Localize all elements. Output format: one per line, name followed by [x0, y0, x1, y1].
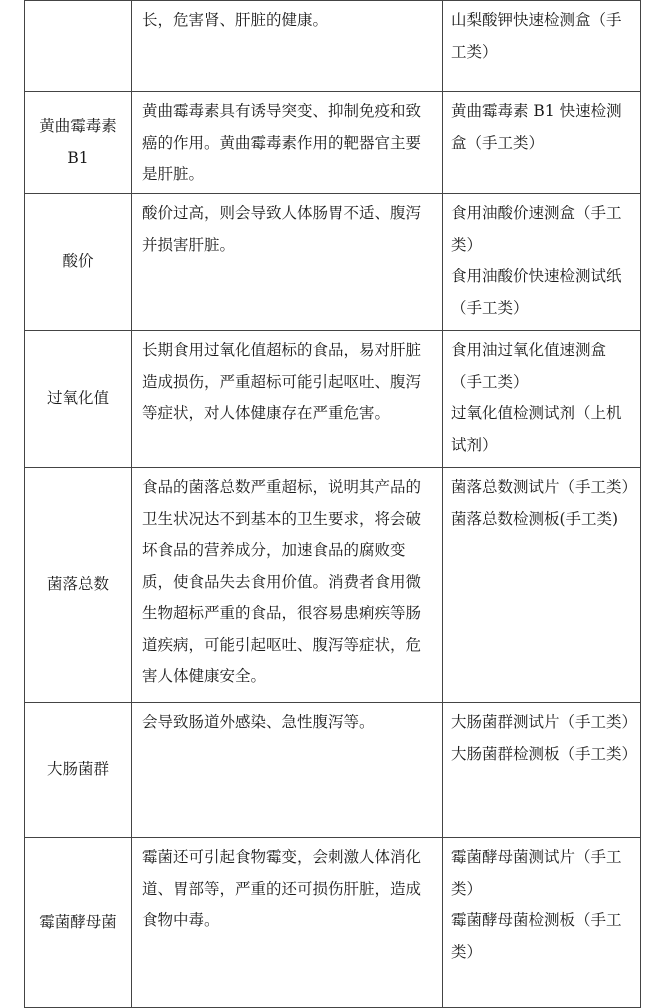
- harm-cell: [132, 1, 443, 92]
- kit-name: 菌落总数检测板(手工类): [451, 509, 619, 528]
- table-row: [25, 703, 641, 838]
- kit-cell: [443, 331, 641, 468]
- kit-cell: [443, 703, 641, 838]
- harm-text: 长，危害肾、肝脏的健康。: [142, 11, 329, 29]
- item-name-cell: [25, 1, 132, 92]
- kit-cell: [443, 92, 641, 194]
- harm-cell: [132, 703, 443, 838]
- harm-cell: [132, 92, 443, 194]
- kit-cell: [443, 194, 641, 331]
- item-name-cell: [25, 194, 132, 331]
- item-name-cell: [25, 92, 132, 194]
- item-name: 菌落总数: [46, 575, 109, 594]
- kit-name: 大肠菌群检测板（手工类）: [451, 744, 638, 763]
- detection-table: [24, 0, 641, 1008]
- harm-text: 黄曲霉毒素具有诱导突变、抑制免疫和致癌的作用。黄曲霉毒素作用的靶器官主要是肝脏。: [142, 102, 422, 183]
- item-name-cell: [25, 703, 132, 838]
- kit-name: 大肠菌群测试片（手工类）: [451, 713, 638, 731]
- table-row: [25, 194, 641, 331]
- item-name-cell: [25, 838, 132, 1008]
- kit-name: 过氧化值检测试剂（上机试剂）: [451, 404, 622, 454]
- item-name: 霉菌酵母菌: [39, 912, 117, 931]
- kit-name: 霉菌酵母菌测试片（手工类）: [451, 848, 622, 898]
- harm-text: 酸价过高，则会导致人体肠胃不适、腹泻并损害肝脏。: [142, 204, 422, 254]
- harm-cell: [132, 194, 443, 331]
- item-name-cell: [25, 331, 132, 468]
- table-row: [25, 1, 641, 92]
- kit-name: 菌落总数测试片（手工类）: [451, 478, 638, 496]
- harm-cell: [132, 331, 443, 468]
- item-name: 酸价: [62, 252, 94, 271]
- item-name: 大肠菌群: [46, 760, 109, 779]
- kit-cell: [443, 838, 641, 1008]
- table-row: [25, 468, 641, 703]
- harm-cell: [132, 468, 443, 703]
- harm-text: 食品的菌落总数严重超标，说明其产品的卫生状况达不到基本的卫生要求，将会破坏食品的营养成分，加速食品的腐败变质，使食品失去食用价值。消费者食用微生物超标严重的食品，很容易患痢疾等肠道疾病，可能引起呕吐、腹泻等症状，危害人体健康安全。: [142, 478, 422, 685]
- table-row: [25, 92, 641, 194]
- item-name: 黄曲霉毒素B1: [39, 117, 117, 167]
- kit-name: 霉菌酵母菌检测板（手工类）: [451, 911, 622, 961]
- table-row: [25, 838, 641, 1008]
- kit-name: 黄曲霉毒素 B1 快速检测盒（手工类）: [451, 102, 622, 152]
- item-name-cell: [25, 468, 132, 703]
- kit-name: 食用油过氧化值速测盒（手工类）: [451, 341, 607, 391]
- harm-text: 会导致肠道外感染、急性腹泻等。: [142, 713, 375, 731]
- harm-text: 霉菌还可引起食物霉变，会刺激人体消化道、胃部等，严重的还可损伤肝脏，造成食物中毒。: [142, 848, 422, 929]
- kit-cell: [443, 1, 641, 92]
- kit-name: 食用油酸价速测盒（手工类）: [451, 204, 622, 254]
- table-row: [25, 331, 641, 468]
- harm-text: 长期食用过氧化值超标的食品，易对肝脏造成损伤，严重超标可能引起呕吐、腹泻等症状，对人体健康存在严重危害。: [142, 341, 422, 422]
- harm-cell: [132, 838, 443, 1008]
- kit-name: 山梨酸钾快速检测盒（手工类）: [451, 11, 622, 61]
- item-name: 过氧化值: [46, 389, 109, 408]
- kit-cell: [443, 468, 641, 703]
- kit-name: 食用油酸价快速检测试纸（手工类）: [451, 267, 622, 317]
